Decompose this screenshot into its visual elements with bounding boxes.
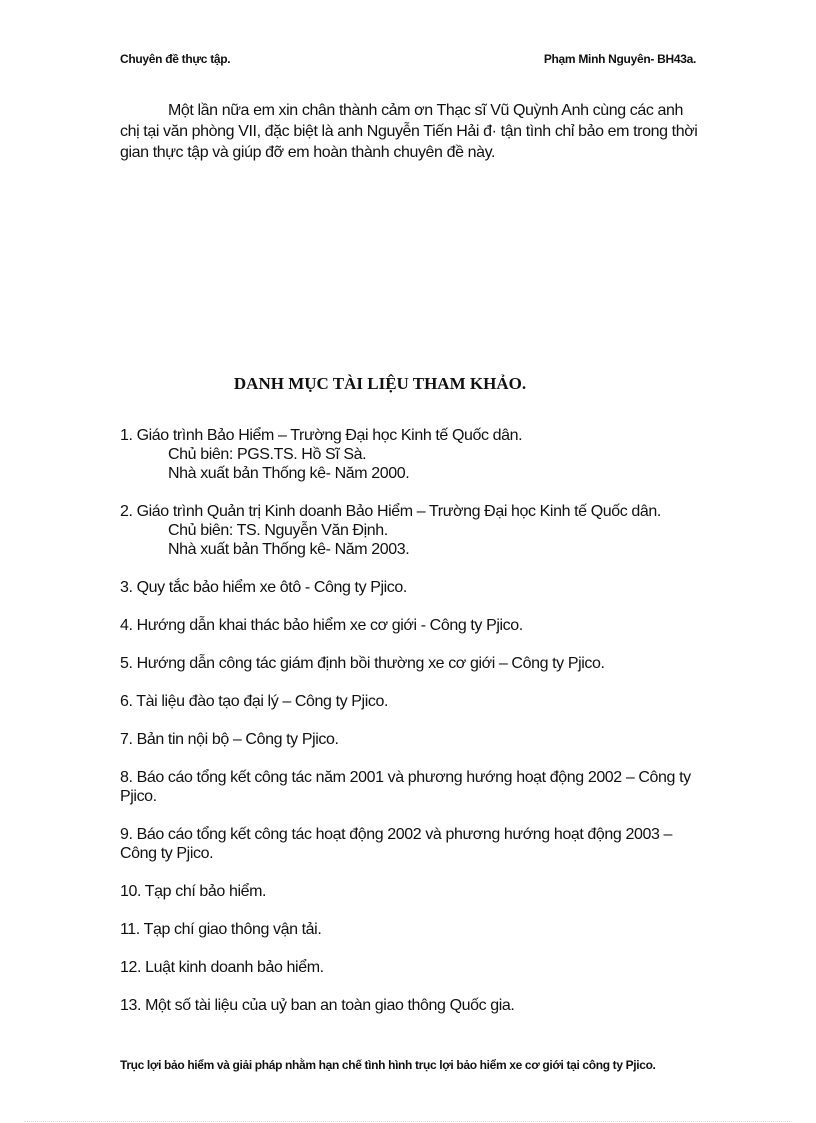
reference-item — [120, 692, 700, 711]
reference-text: 3. Quy tắc bảo hiểm xe ôtô - Công ty Pjico. — [120, 579, 407, 596]
reference-text: 4. Hướng dẫn khai thác bảo hiểm xe cơ giới - Công ty Pjico. — [120, 617, 523, 634]
references-list — [120, 426, 700, 1034]
reference-text: 6. Tài liệu đào tạo đại lý – Công ty Pjico. — [120, 693, 389, 710]
reference-text: 1. Giáo trình Bảo Hiểm – Trường Đại học Kinh tế Quốc dân. — [120, 427, 523, 444]
reference-item — [120, 730, 700, 749]
references-title: DANH MỤC TÀI LIỆU THAM KHẢO. — [233, 374, 527, 393]
reference-text: 2. Giáo trình Quản trị Kinh doanh Bảo Hiểm – Trường Đại học Kinh tế Quốc dân. — [120, 503, 661, 520]
reference-item — [120, 920, 700, 939]
reference-item — [120, 502, 700, 559]
acknowledgement-paragraph: Một lần nữa em xin chân thành cảm ơn Thạc sĩ Vũ Quỳnh Anh cùng các anh chị tại văn phòng VII, đặc biệt là anh Nguyễn Tiến Hải đ· tận tình chỉ bảo em trong thời gian thực tập và giúp đỡ em hoàn thành chuyên đề này. — [120, 102, 698, 161]
reference-text: 5. Hướng dẫn công tác giám định bồi thường xe cơ giới – Công ty Pjico. — [120, 655, 605, 672]
reference-text: 13. Một số tài liệu của uỷ ban an toàn giao thông Quốc gia. — [120, 997, 515, 1014]
reference-subline: Nhà xuất bản Thống kê- Năm 2000. — [168, 465, 410, 482]
footer-text: Trục lợi bảo hiểm và giải pháp nhằm hạn chế tình hình trục lợi bảo hiểm xe cơ giới tại công ty Pjico. — [120, 1058, 656, 1072]
reference-text: 11. Tạp chí giao thông vận tải. — [120, 921, 322, 938]
header-right: Phạm Minh Nguyên- BH43a. — [543, 52, 696, 66]
reference-text: 12. Luật kinh doanh bảo hiểm. — [120, 959, 324, 976]
reference-item — [120, 825, 700, 863]
reference-item — [120, 426, 700, 483]
reference-item — [120, 958, 700, 977]
reference-item — [120, 654, 700, 673]
reference-item — [120, 882, 700, 901]
reference-text: 7. Bản tin nội bộ – Công ty Pjico. — [120, 731, 339, 748]
reference-text: 10. Tạp chí bảo hiểm. — [120, 883, 267, 900]
reference-text: 9. Báo cáo tổng kết công tác hoạt động 2002 và phương hướng hoạt động 2003 – Công ty Pjico. — [120, 826, 673, 862]
page-edge-divider — [24, 1121, 792, 1122]
reference-item — [120, 996, 700, 1015]
reference-subline: Chủ biên: PGS.TS. Hồ Sĩ Sà. — [168, 446, 367, 463]
reference-item — [120, 616, 700, 635]
header-left: Chuyên đề thực tập. — [120, 52, 231, 66]
reference-text: 8. Báo cáo tổng kết công tác năm 2001 và phương hướng hoạt động 2002 – Công ty Pjico. — [120, 769, 691, 805]
reference-item — [120, 578, 700, 597]
reference-subline: Nhà xuất bản Thống kê- Năm 2003. — [168, 541, 410, 558]
reference-item — [120, 768, 700, 806]
reference-subline: Chủ biên: TS. Nguyễn Văn Định. — [168, 522, 388, 539]
